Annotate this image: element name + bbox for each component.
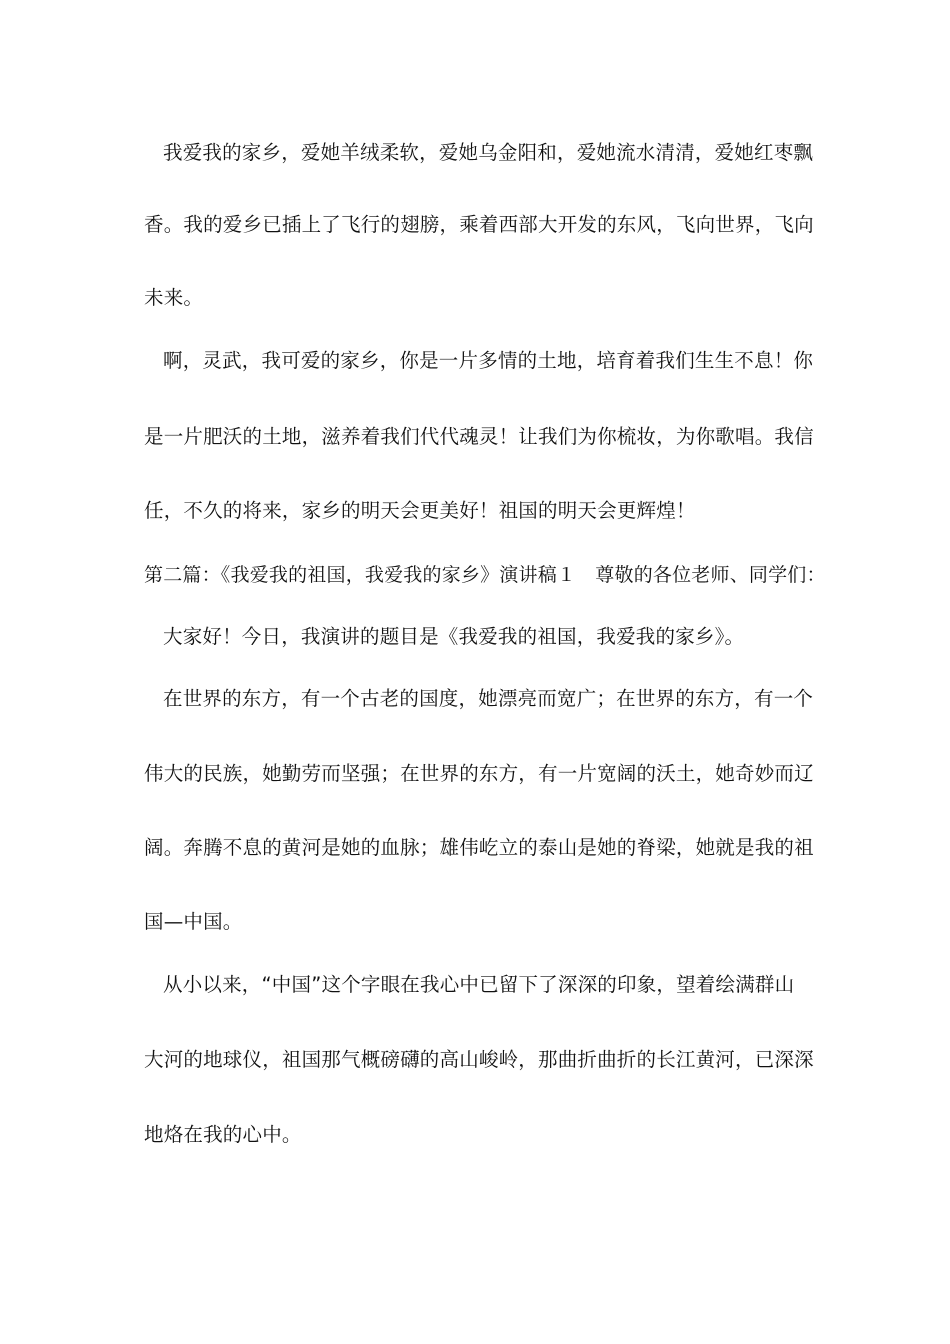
section-heading: 第二篇：《我爱我的祖国，我爱我的家乡》演讲稿１ 尊敬的各位老师、同学们： <box>144 564 826 586</box>
paragraph-line: 是一片肥沃的土地，滋养着我们代代魂灵！让我们为你梳妆，为你歌唱。我信 <box>144 425 814 448</box>
paragraph-line: 香。我的爱乡已插上了飞行的翅膀，乘着西部大开发的东风，飞向世界，飞向 <box>144 213 814 236</box>
paragraph-line: 大河的地球仪，祖国那气概磅礴的高山峻岭，那曲折曲折的长江黄河，已深深 <box>144 1048 814 1071</box>
paragraph-line: 大家好！今日，我演讲的题目是《我爱我的祖国，我爱我的家乡》。 <box>163 625 745 648</box>
paragraph-line: 啊，灵武，我可爱的家乡，你是一片多情的土地，培育着我们生生不息！你 <box>163 349 814 372</box>
paragraph-line: 我爱我的家乡，爱她羊绒柔软，爱她乌金阳和，爱她流水清清，爱她红枣飘 <box>163 141 814 164</box>
paragraph-line: 从小以来，“中国”这个字眼在我心中已留下了深深的印象，望着绘满群山 <box>163 973 795 996</box>
paragraph-line: 地烙在我的心中。 <box>144 1123 302 1146</box>
paragraph-line: 阔。奔腾不息的黄河是她的血脉；雄伟屹立的泰山是她的脊梁，她就是我的祖 <box>144 836 814 859</box>
paragraph-line: 在世界的东方，有一个古老的国度，她漂亮而宽广；在世界的东方，有一个 <box>163 687 814 710</box>
paragraph-line: 任，不久的将来，家乡的明天会更美好！祖国的明天会更辉煌！ <box>144 499 696 522</box>
paragraph-line: 伟大的民族，她勤劳而坚强；在世界的东方，有一片宽阔的沃土，她奇妙而辽 <box>144 762 814 785</box>
paragraph-line: 国—中国。 <box>144 910 243 933</box>
paragraph-line: 未来。 <box>144 286 204 309</box>
